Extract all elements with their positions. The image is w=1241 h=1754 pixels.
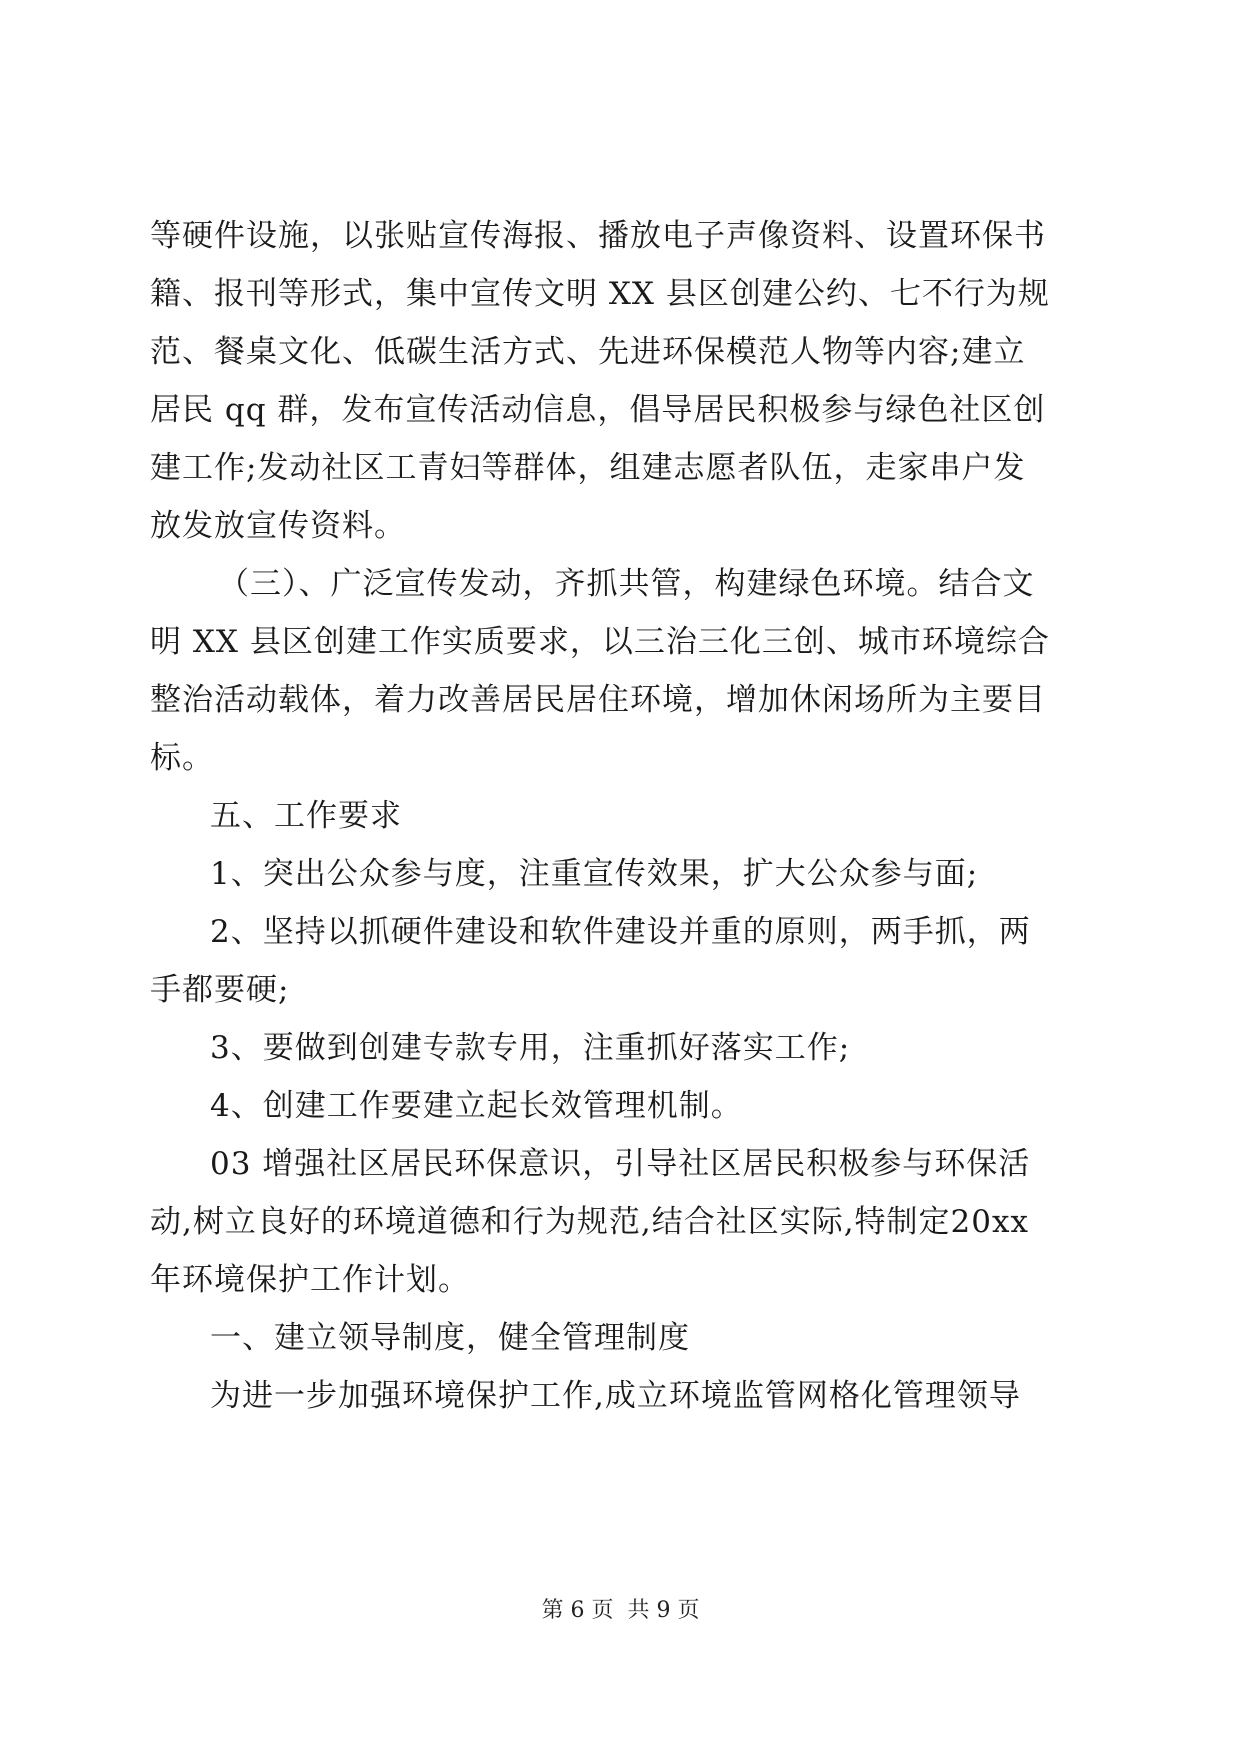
section-heading: 五、工作要求 [210,798,402,834]
text-line: 居民 qq 群，发布宣传活动信息，倡导居民积极参与绿色社区创 [150,392,1046,428]
text-line: 明 XX 县区创建工作实质要求，以三治三化三创、城市环境综合 [150,624,1050,660]
page-footer [0,1596,1241,1626]
text-line: （三）、广泛宣传发动，齐抓共管，构建绿色环境。结合文 [218,566,1035,602]
text-line: 整治活动载体，着力改善居民居住环境，增加休闲场所为主要目 [150,682,1046,718]
page-number: 第 6 页 共 9 页 [541,1598,700,1623]
list-item: 2、坚持以抓硬件建设和软件建设并重的原则，两手抓，两 [210,914,1031,950]
list-item: 3、要做到创建专款专用，注重抓好落实工作; [210,1030,851,1066]
section-heading: 一、建立领导制度，健全管理制度 [210,1320,690,1356]
text-line: 籍、报刊等形式，集中宣传文明 XX 县区创建公约、七不行为规 [150,276,1050,312]
text-line: 03 增强社区居民环保意识，引导社区居民积极参与环保活 [210,1146,1031,1182]
text-line: 为进一步加强环境保护工作,成立环境监管网格化管理领导 [210,1378,1021,1414]
text-line: 范、餐桌文化、低碳生活方式、先进环保模范人物等内容;建立 [150,334,1026,370]
text-line: 年环境保护工作计划。 [150,1262,470,1298]
text-line: 动,树立良好的环境道德和行为规范,结合社区实际,特制定20xx [150,1204,1029,1240]
text-line: 标。 [150,740,214,776]
list-item: 1、突出公众参与度，注重宣传效果，扩大公众参与面; [210,856,979,892]
list-item-continuation: 手都要硬; [150,972,290,1008]
text-line: 放发放宣传资料。 [150,508,406,544]
list-item: 4、创建工作要建立起长效管理机制。 [210,1088,743,1124]
text-line: 等硬件设施，以张贴宣传海报、播放电子声像资料、设置环保书 [150,218,1046,254]
text-line: 建工作;发动社区工青妇等群体，组建志愿者队伍，走家串户发 [150,450,1026,486]
